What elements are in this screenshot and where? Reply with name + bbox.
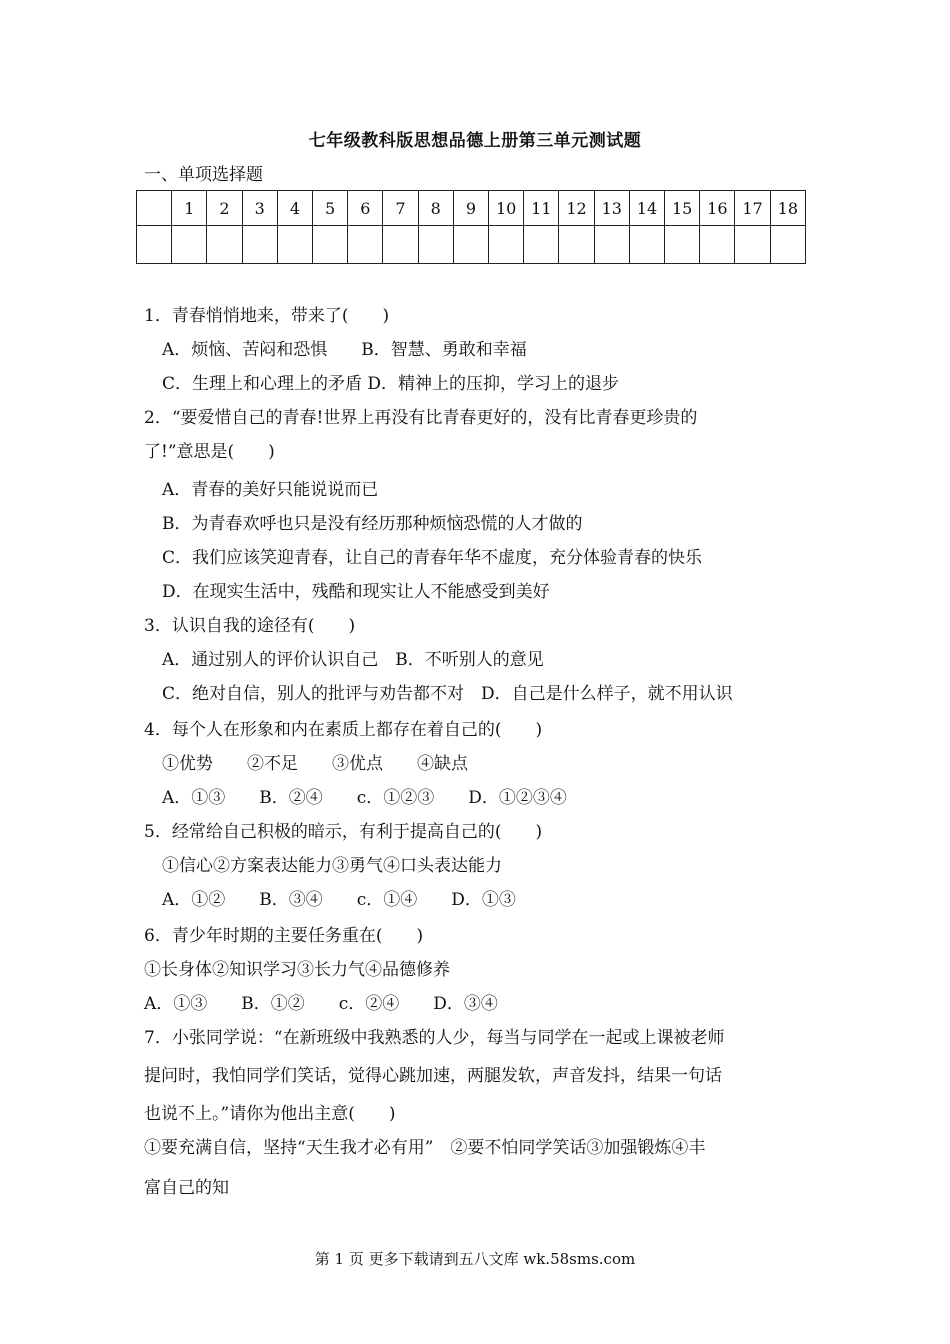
question-line: A．①③ B．②④ c．①②③ D．①②③④ — [162, 788, 567, 808]
question-line: A．①② B．③④ c．①④ D．①③ — [162, 890, 516, 910]
answer-table-blank-row — [137, 226, 806, 264]
answer-header-cell: 7 — [383, 191, 418, 226]
question-line: C．绝对自信，别人的批评与劝告都不对 D．自己是什么样子，就不用认识 — [162, 684, 733, 704]
question-line: 3．认识自我的途径有( ) — [144, 616, 356, 636]
answer-blank-cell[interactable] — [137, 226, 172, 264]
question-line: ①要充满自信，坚持“天生我才必有用” ②要不怕同学笑话③加强锻炼④丰 — [144, 1138, 706, 1158]
answer-blank-cell[interactable] — [277, 226, 312, 264]
answer-header-cell: 12 — [559, 191, 594, 226]
answer-blank-cell[interactable] — [453, 226, 488, 264]
answer-table-header-row — [137, 191, 806, 226]
answer-header-cell: 1 — [172, 191, 207, 226]
page-title: 七年级教科版思想品德上册第三单元测试题 — [308, 131, 642, 151]
answer-header-cell: 6 — [348, 191, 383, 226]
question-line: ①信心②方案表达能力③勇气④口头表达能力 — [162, 856, 502, 876]
question-line: 6．青少年时期的主要任务重在( ) — [144, 926, 424, 946]
question-line: B．为青春欢呼也只是没有经历那种烦恼恐慌的人才做的 — [162, 514, 583, 534]
answer-blank-cell[interactable] — [559, 226, 594, 264]
question-line: A．青春的美好只能说说而已 — [162, 480, 379, 500]
question-line: 1．青春悄悄地来，带来了( ) — [144, 306, 390, 326]
question-line: 了!”意思是( ) — [144, 442, 275, 462]
answer-blank-cell[interactable] — [665, 226, 700, 264]
question-line: 7．小张同学说：“在新班级中我熟悉的人少，每当与同学在一起或上课被老师 — [144, 1028, 725, 1048]
answer-header-cell: 11 — [524, 191, 559, 226]
answer-blank-cell[interactable] — [418, 226, 453, 264]
answer-blank-cell[interactable] — [172, 226, 207, 264]
page-footer: 第 1 页 更多下载请到五八文库 wk.58sms.com — [314, 1250, 636, 1268]
answer-header-cell: 8 — [418, 191, 453, 226]
question-line: A．通过别人的评价认识自己 B．不听别人的意见 — [162, 650, 544, 670]
answer-blank-cell[interactable] — [489, 226, 524, 264]
question-line: 5．经常给自己积极的暗示，有利于提高自己的( ) — [144, 822, 543, 842]
answer-blank-cell[interactable] — [313, 226, 348, 264]
question-line: 提问时，我怕同学们笑话，觉得心跳加速，两腿发软，声音发抖，结果一句话 — [144, 1066, 722, 1086]
question-line: C．我们应该笑迎青春，让自己的青春年华不虚度，充分体验青春的快乐 — [162, 548, 703, 568]
answer-header-cell: 9 — [453, 191, 488, 226]
question-line: 也说不上。”请你为他出主意( ) — [144, 1104, 396, 1124]
question-line: 富自己的知 — [144, 1178, 229, 1198]
answer-blank-cell[interactable] — [770, 226, 805, 264]
answer-header-cell: 2 — [207, 191, 242, 226]
answer-header-cell: 10 — [489, 191, 524, 226]
answer-blank-cell[interactable] — [629, 226, 664, 264]
question-line: 2．“要爱惜自己的青春!世界上再没有比青春更好的，没有比青春更珍贵的 — [144, 408, 698, 428]
answer-blank-cell[interactable] — [594, 226, 629, 264]
answer-header-cell: 17 — [735, 191, 770, 226]
answer-blank-cell[interactable] — [242, 226, 277, 264]
answer-blank-cell[interactable] — [383, 226, 418, 264]
question-line: D．在现实生活中，残酷和现实让人不能感受到美好 — [162, 582, 550, 602]
answer-header-cell: 13 — [594, 191, 629, 226]
answer-header-cell: 15 — [665, 191, 700, 226]
answer-blank-cell[interactable] — [700, 226, 735, 264]
question-line: A．①③ B．①② c．②④ D．③④ — [144, 994, 498, 1014]
answer-blank-cell[interactable] — [207, 226, 242, 264]
question-line: 4．每个人在形象和内在素质上都存在着自己的( ) — [144, 720, 543, 740]
answer-header-cell: 14 — [629, 191, 664, 226]
answer-header-cell: 3 — [242, 191, 277, 226]
answer-header-cell: 5 — [313, 191, 348, 226]
answer-table — [136, 190, 806, 264]
question-line: ①优势 ②不足 ③优点 ④缺点 — [162, 754, 468, 774]
answer-header-cell: 16 — [700, 191, 735, 226]
question-line: ①长身体②知识学习③长力气④品德修养 — [144, 960, 450, 980]
answer-header-cell: 4 — [277, 191, 312, 226]
question-line: A．烦恼、苦闷和恐惧 B．智慧、勇敢和幸福 — [162, 340, 527, 360]
answer-blank-cell[interactable] — [524, 226, 559, 264]
answer-header-cell — [137, 191, 172, 226]
answer-header-cell: 18 — [770, 191, 805, 226]
answer-blank-cell[interactable] — [735, 226, 770, 264]
section-heading: 一、单项选择题 — [144, 165, 263, 185]
question-line: C．生理上和心理上的矛盾 D．精神上的压抑，学习上的退步 — [162, 374, 620, 394]
answer-blank-cell[interactable] — [348, 226, 383, 264]
